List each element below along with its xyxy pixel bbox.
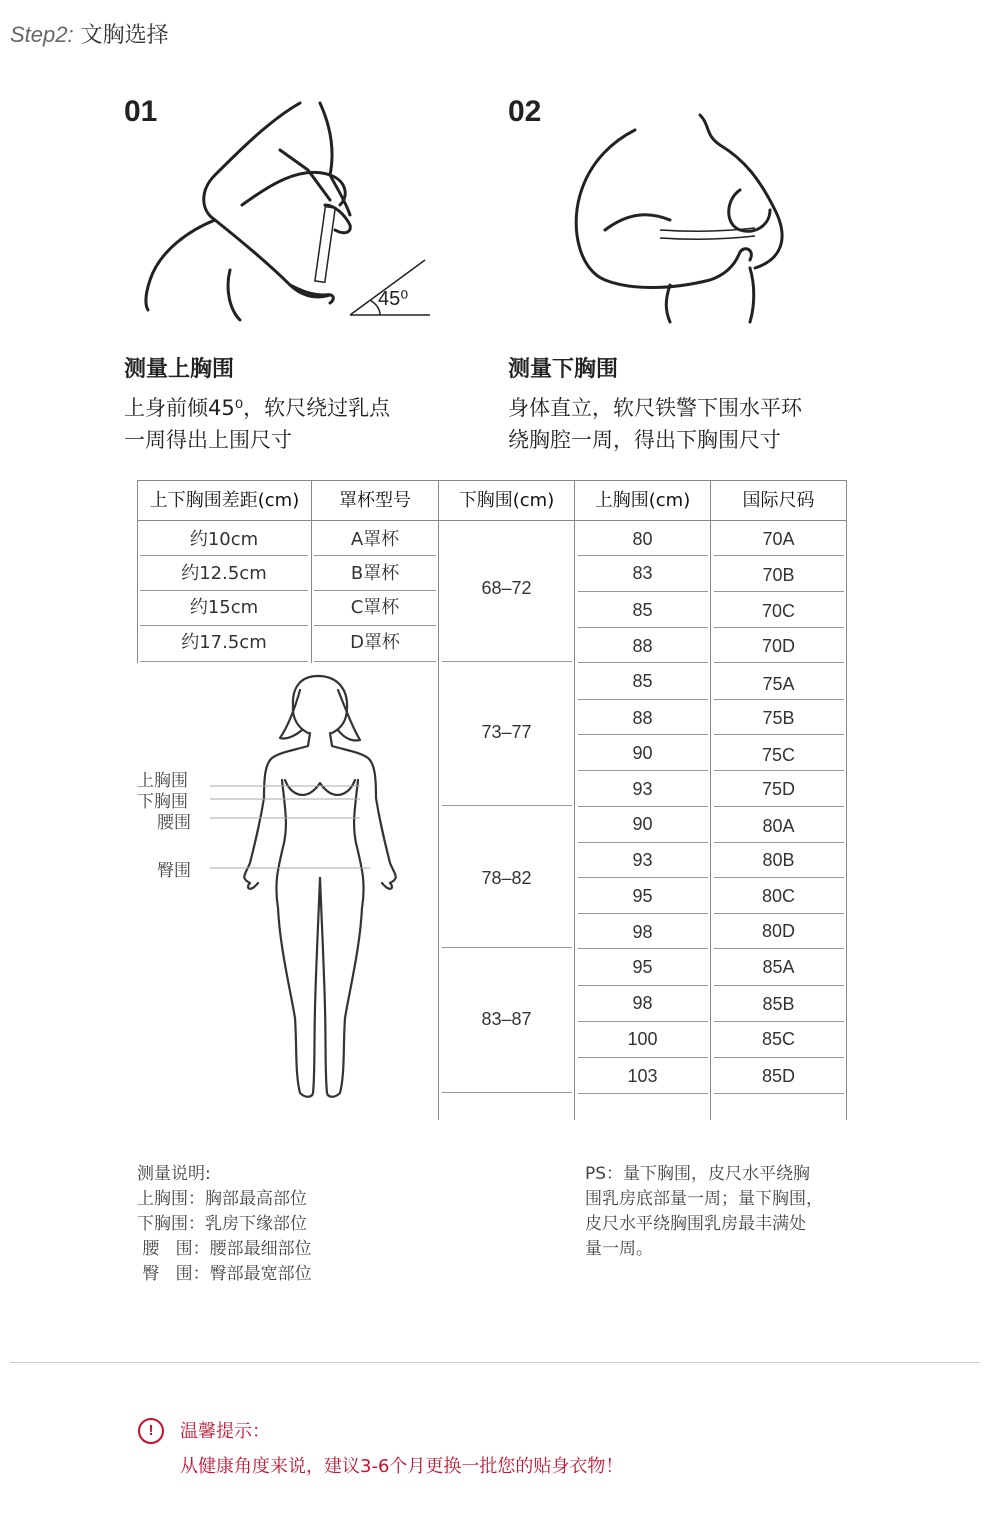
notes-line: 上胸围：胸部最高部位 <box>137 1189 307 1209</box>
row-divider <box>714 877 844 878</box>
body-figure <box>200 668 435 1108</box>
overbust-cell: 85 <box>632 600 653 620</box>
row-divider <box>578 662 708 663</box>
body-label-upper-bust: 上胸围 <box>137 771 188 791</box>
row-divider <box>714 1021 844 1022</box>
row-divider <box>578 913 708 914</box>
intl-size-cell: 75D <box>761 779 796 799</box>
step-label: Step2: <box>10 22 74 47</box>
body-label-hip: 臀围 <box>157 861 191 881</box>
intl-size-cell: 75C <box>761 745 796 765</box>
group-divider <box>442 661 572 662</box>
diff-cell: 约10cm <box>189 529 259 550</box>
row-divider <box>714 985 844 986</box>
step-title: 文胸选择 <box>80 23 169 48</box>
intl-size-cell: 80C <box>761 886 796 906</box>
body-label-waist: 腰围 <box>157 813 191 833</box>
header-cup: 罩杯型号 <box>339 490 411 511</box>
intl-size-cell: 75A <box>762 674 795 694</box>
row-divider <box>714 948 844 949</box>
row-divider <box>714 699 844 700</box>
row-divider <box>714 842 844 843</box>
intl-size-cell: 80D <box>761 921 796 941</box>
diff-cell: 约17.5cm <box>181 632 267 653</box>
row-divider <box>578 699 708 700</box>
row-divider <box>714 1057 844 1058</box>
measure-notes <box>137 1162 312 1287</box>
cup-cell: D罩杯 <box>350 632 400 653</box>
row-divider <box>140 555 308 556</box>
body-label-under-bust: 下胸围 <box>137 792 188 812</box>
step-number-2: 02 <box>508 95 542 128</box>
intl-size-cell: 85A <box>762 957 795 977</box>
row-divider <box>578 591 708 592</box>
overbust-cell: 83 <box>632 563 653 583</box>
underbust-range: 68–72 <box>481 578 532 598</box>
intl-size-cell: 75B <box>762 708 795 728</box>
overbust-cell: 88 <box>632 636 653 656</box>
measure-under-illustration <box>560 100 800 325</box>
warning-icon: ! <box>138 1418 164 1444</box>
ps-line: 量一周。 <box>585 1239 653 1259</box>
row-divider <box>714 591 844 592</box>
underbust-range: 78–82 <box>481 868 532 888</box>
notes-line: 腰 围：腰部最细部位 <box>137 1239 312 1259</box>
measure-upper-title: 测量上胸围 <box>124 357 235 382</box>
col-divider-3 <box>574 480 575 1120</box>
row-divider <box>714 734 844 735</box>
diff-cell: 约12.5cm <box>181 563 267 584</box>
overbust-cell: 90 <box>632 743 653 763</box>
overbust-cell: 100 <box>627 1029 658 1049</box>
row-divider <box>578 985 708 986</box>
ps-line: 围乳房底部量一周；量下胸围， <box>585 1189 823 1209</box>
row-divider <box>578 948 708 949</box>
row-divider <box>578 842 708 843</box>
cup-cell: B罩杯 <box>350 563 400 584</box>
row-divider <box>714 913 844 914</box>
row-divider <box>314 590 436 591</box>
underbust-range: 73–77 <box>481 722 532 742</box>
row-divider <box>714 627 844 628</box>
row-divider <box>578 1021 708 1022</box>
intl-size-cell: 85B <box>762 994 795 1014</box>
tip-title: 温馨提示： <box>180 1421 270 1442</box>
table-right-border <box>846 480 847 1120</box>
measure-under-desc-1: 身体直立，软尺铁警下围水平环 <box>508 396 802 420</box>
col-divider-4 <box>710 480 711 1120</box>
measure-under-title: 测量下胸围 <box>508 357 619 382</box>
overbust-cell: 95 <box>632 886 653 906</box>
ps-notes <box>585 1162 823 1262</box>
table-header-border <box>137 520 847 521</box>
overbust-cell: 85 <box>632 671 653 691</box>
row-divider <box>578 555 708 556</box>
intl-size-cell: 85D <box>761 1066 796 1086</box>
diff-cell: 约15cm <box>189 597 259 618</box>
intl-size-cell: 80A <box>762 816 795 836</box>
underbust-range: 83–87 <box>481 1009 532 1029</box>
cup-cell: C罩杯 <box>350 597 400 618</box>
header-overbust: 上胸围(cm) <box>594 490 691 511</box>
row-divider <box>578 1093 708 1094</box>
overbust-cell: 90 <box>632 814 653 834</box>
header-diff: 上下胸围差距(cm) <box>149 490 300 511</box>
step-number-1: 01 <box>124 95 158 128</box>
group-divider <box>442 947 572 948</box>
intl-size-cell: 70C <box>761 601 796 621</box>
row-divider <box>140 590 308 591</box>
intl-size-cell: 80B <box>762 850 795 870</box>
row-divider <box>314 555 436 556</box>
measure-under-desc-2: 绕胸腔一周，得出下胸围尺寸 <box>508 428 781 452</box>
row-divider <box>578 627 708 628</box>
intl-size-cell: 70A <box>762 529 795 549</box>
table-top-border <box>137 480 847 481</box>
angle-label: 45⁰ <box>378 288 409 310</box>
intl-size-cell: 70B <box>762 565 795 585</box>
overbust-cell: 93 <box>632 779 653 799</box>
overbust-cell: 98 <box>632 993 653 1013</box>
measure-upper-desc-2: 一周得出上围尺寸 <box>124 428 292 452</box>
row-divider <box>578 734 708 735</box>
notes-line: 下胸围：乳房下缘部位 <box>137 1214 307 1234</box>
col-divider-2 <box>438 480 439 1120</box>
intl-size-cell: 85C <box>761 1029 796 1049</box>
cup-cell: A罩杯 <box>350 529 400 550</box>
header-intl-size: 国际尺码 <box>742 490 815 511</box>
step-header <box>10 18 169 49</box>
group-divider <box>442 805 572 806</box>
section-divider <box>10 1362 980 1363</box>
overbust-cell: 95 <box>632 957 653 977</box>
row-divider <box>140 625 308 626</box>
row-divider <box>578 770 708 771</box>
row-divider <box>714 770 844 771</box>
measure-upper-desc-1: 上身前倾45⁰，软尺绕过乳点 <box>124 396 391 420</box>
header-underbust: 下胸围(cm) <box>458 490 555 511</box>
overbust-cell: 88 <box>632 708 653 728</box>
row-divider <box>314 625 436 626</box>
ps-line: 皮尺水平绕胸围乳房最丰满处 <box>585 1214 806 1234</box>
row-divider <box>714 806 844 807</box>
notes-title: 测量说明: <box>137 1164 211 1184</box>
overbust-cell: 93 <box>632 850 653 870</box>
notes-line: 臀 围：臀部最宽部位 <box>137 1264 312 1284</box>
row-divider <box>714 555 844 556</box>
overbust-cell: 103 <box>627 1066 658 1086</box>
row-divider <box>314 661 436 662</box>
overbust-cell: 98 <box>632 922 653 942</box>
row-divider <box>714 662 844 663</box>
group-divider <box>442 1092 572 1093</box>
row-divider <box>578 877 708 878</box>
overbust-cell: 80 <box>632 529 653 549</box>
intl-size-cell: 70D <box>761 636 796 656</box>
row-divider <box>578 806 708 807</box>
row-divider <box>714 1093 844 1094</box>
measure-upper-illustration <box>130 95 440 330</box>
row-divider <box>578 1057 708 1058</box>
row-divider <box>140 661 308 662</box>
ps-line: PS：量下胸围，皮尺水平绕胸 <box>585 1164 811 1184</box>
tip-text: 从健康角度来说，建议3-6个月更换一批您的贴身衣物！ <box>180 1456 624 1477</box>
